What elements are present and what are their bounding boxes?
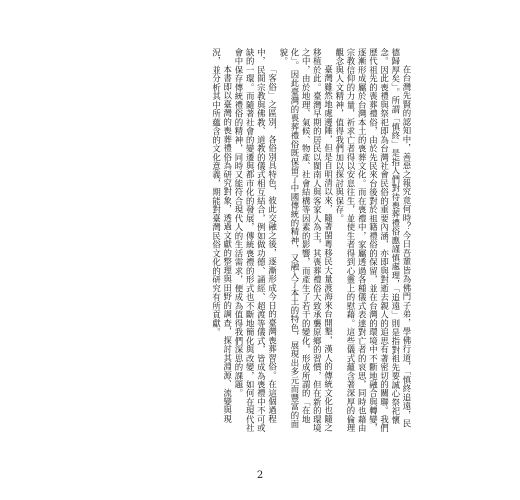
body-text [112, 48, 412, 434]
paragraph: 在台灣先賢的認知中，善惡之報究竟何時？今日吾輩皆為佛門子弟，學佛行道，「慎終追遠，民德歸厚矣」。所謂「慎終」是指人們對待喪葬禮俗應謹慎處理，「追遠」則是指對祖先要誠心祭祀懷念。因此喪禮與祭祀即為台灣社會民俗的重要內涵，亦即與對逝去親人的追思有著密切的關聯。我們歷代祖先的喪葬禮俗，由於先民來台後對於祖籍禮俗的保留，並在台灣的環境中不斷地融合與轉變，逐漸形成屬於台灣本土的喪葬文化。而在喪禮中，家屬透過各種儀式表達對亡者的哀思，同時也藉由宗教信仰的力量，祈求亡者得以安息往生，並使生者得到心靈上的慰藉。這些儀式蘊含著深厚的倫理觀念與人文精神，值得我們加以探討與保存。 [334, 48, 412, 433]
paragraph: 臺灣雖然地處邊陲，但是自明清以來，隨著閩粵移民大量渡海來台開墾，漢人的傳統文化也隨之移植於此。臺灣早期的居民以閩南人與客家人為主，其喪葬禮俗大致承襲原鄉的習慣，但在新的環境之中，由於地理、氣候、物產、社會結構等因素的影響，而產生了若干的變化，形成所謂的「在地化」。因此臺灣的喪葬禮俗既保留了中國傳統的精神，又融入了本土的特色，展現出多元而豐富的面貌。 [278, 48, 334, 433]
paragraph: 本書即以臺灣的喪葬禮俗為研究對象，透過文獻的整理與田野的調查，探討其淵源、流變與現況，並分析其中所蘊含的文化意義，期能對臺灣民俗文化的研究有所貢獻。 [211, 48, 233, 424]
paragraph: 「客俗」之區別，各俗別具特色，彼此交融之後，逐漸形成今日的臺灣喪葬習俗。在這個過程中，民間宗教與佛教、道教的儀式相互結合，例如做功德、誦經、超渡等儀式，皆成為喪禮中不可或缺的一環。而隨著社會的變遷與都市化的發展，傳統喪禮的形式也不斷地簡化與改變，如何在現代社會中保存傳統禮俗的精神，同時又能符合現代人的生活需求，便成為值得我們深思的課題。 [233, 48, 278, 433]
page-number: 2 [256, 470, 264, 481]
